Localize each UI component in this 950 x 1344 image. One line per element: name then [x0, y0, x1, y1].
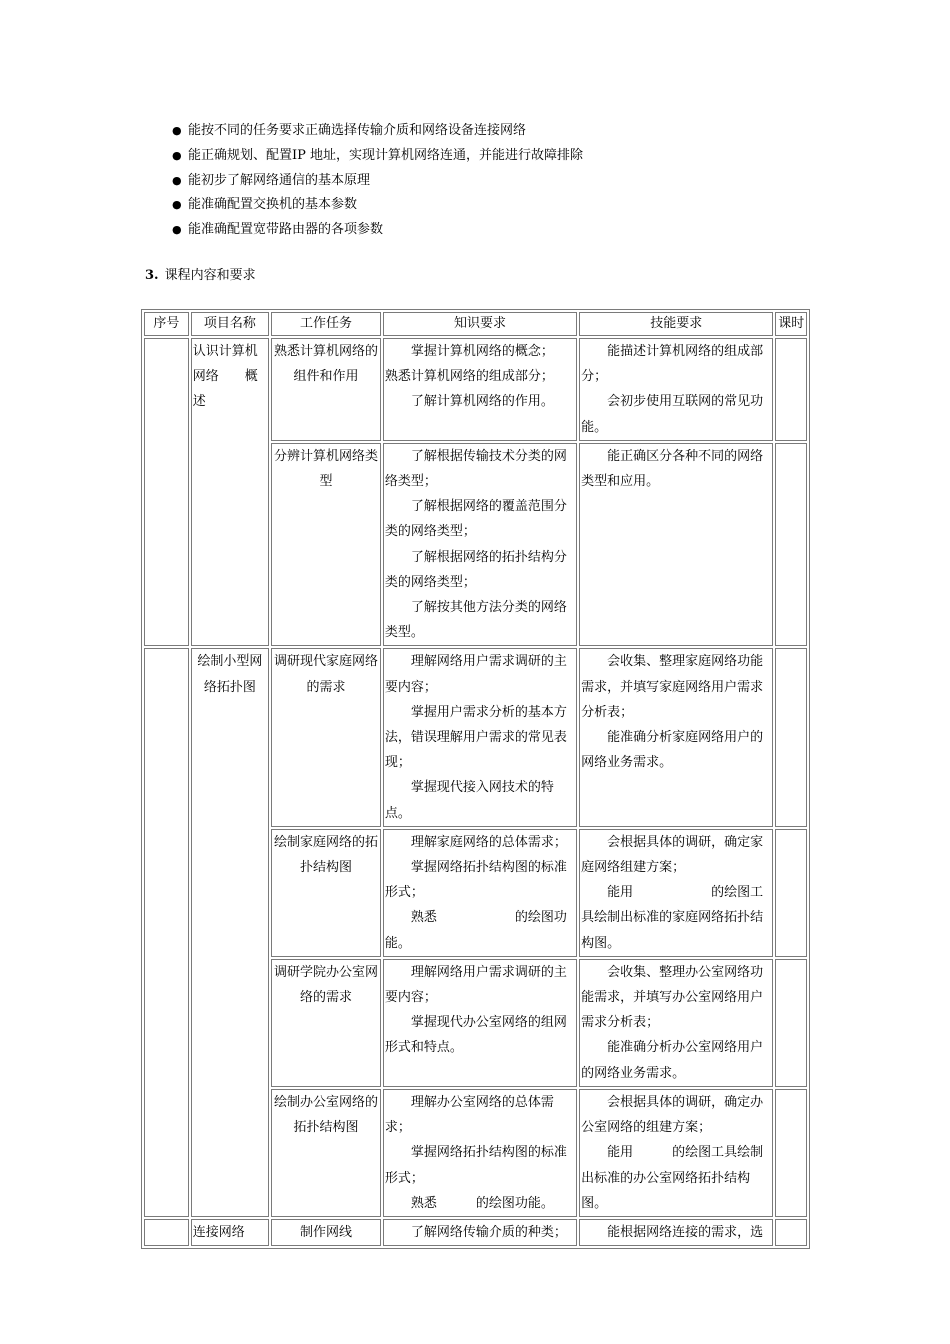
skill-item: 能根据网络连接的需求，选	[607, 1224, 764, 1240]
seq-cell	[144, 338, 189, 646]
task-cell: 制作网线	[271, 1219, 381, 1246]
skills-cell	[579, 1219, 773, 1246]
skill-item: 会根据具体的调研，确定办公室网络的组建方案；	[581, 1094, 764, 1136]
table-row	[144, 648, 807, 826]
project-cell: 认识计算机网络 概述	[191, 338, 269, 646]
knowledge-cell	[383, 1089, 577, 1217]
list-item-text: 能准确配置宽带路由器的各项参数	[188, 222, 384, 238]
header-seq: 序号	[144, 312, 189, 336]
knowledge-item: 掌握计算机网络的概念；	[410, 344, 554, 359]
knowledge-cell	[383, 338, 577, 441]
knowledge-item: 掌握现代接入网技术的特点。	[384, 780, 554, 821]
seq-cell	[144, 648, 189, 1216]
table-row	[144, 1219, 807, 1246]
bullet-icon: ●	[172, 148, 182, 162]
task-cell: 调研现代家庭网络的需求	[271, 648, 381, 826]
knowledge-item: 熟悉 的绘图功能。	[384, 910, 567, 951]
table-row	[144, 338, 807, 441]
knowledge-item: 掌握网络拓扑结构图的标准形式；	[384, 860, 567, 901]
skill-item: 能准确分析家庭网络用户的网络业务需求。	[581, 730, 764, 771]
knowledge-item: 掌握用户需求分析的基本方法，错误理解用户需求的常见表现；	[384, 704, 567, 771]
skill-item: 能正确区分各种不同的网络类型和应用。	[581, 448, 764, 490]
knowledge-item: 掌握网络拓扑结构图的标准形式；	[384, 1145, 567, 1186]
section-title: 课程内容和要求	[164, 268, 256, 283]
task-cell: 分辨计算机网络类型	[271, 443, 381, 647]
header-project: 项目名称	[191, 312, 269, 336]
skills-cell	[579, 829, 773, 957]
list-item	[172, 169, 583, 194]
skill-item: 能用 的绘图工具绘制出标准的办公室网络拓扑结构图。	[581, 1145, 764, 1211]
header-task: 工作任务	[271, 312, 381, 336]
course-table	[141, 309, 810, 1249]
list-item	[172, 218, 583, 243]
skill-item: 能用 的绘图工具绘制出标准的家庭网络拓扑结构图。	[581, 885, 764, 951]
knowledge-item: 理解网络用户需求调研的主要内容；	[384, 964, 567, 1006]
skills-cell	[579, 338, 773, 441]
skill-item: 会初步使用互联网的常见功能。	[581, 394, 764, 435]
skill-item: 能描述计算机网络的组成部分；	[581, 344, 764, 385]
seq-cell	[144, 1219, 189, 1246]
knowledge-item: 了解根据网络的覆盖范围分类的网络类型；	[384, 499, 567, 540]
bullet-icon: ●	[172, 198, 182, 212]
task-cell: 绘制家庭网络的拓扑结构图	[271, 829, 381, 957]
knowledge-cell	[383, 648, 577, 826]
list-item-text: 能按不同的任务要求正确选择传输介质和网络设备连接网络	[188, 123, 527, 138]
hours-cell	[775, 1089, 807, 1217]
task-cell: 调研学院办公室网络的需求	[271, 959, 381, 1087]
knowledge-item: 了解按其他方法分类的网络类型。	[384, 600, 567, 641]
list-item-text: 能正确规划、配置IP 地址，实现计算机网络连通，并能进行故障排除	[188, 147, 584, 163]
knowledge-item: 熟悉计算机网络的组成部分；	[384, 369, 554, 385]
knowledge-item: 了解根据网络的拓扑结构分类的网络类型；	[384, 549, 567, 590]
knowledge-cell	[383, 443, 577, 647]
hours-cell	[775, 443, 807, 647]
knowledge-item: 熟悉 的绘图功能。	[410, 1195, 554, 1211]
skill-item: 会根据具体的调研，确定家庭网络组建方案；	[581, 834, 764, 876]
knowledge-item: 了解计算机网络的作用。	[410, 394, 554, 410]
table-header-row	[144, 312, 807, 336]
bullet-list	[172, 119, 583, 243]
skills-cell	[579, 648, 773, 826]
knowledge-item: 了解根据传输技术分类的网络类型；	[384, 448, 567, 490]
header-knowledge: 知识要求	[383, 312, 577, 336]
knowledge-item: 理解家庭网络的总体需求；	[410, 834, 567, 850]
hours-cell	[775, 1219, 807, 1246]
project-cell: 绘制小型网络拓扑图	[191, 648, 269, 1216]
list-item	[172, 193, 583, 218]
bullet-icon: ●	[172, 173, 182, 187]
skills-cell	[579, 959, 773, 1087]
list-item	[172, 144, 583, 169]
list-item-text: 能准确配置交换机的基本参数	[188, 197, 358, 213]
header-hours: 课时	[775, 312, 807, 336]
header-skills: 技能要求	[579, 312, 773, 336]
hours-cell	[775, 338, 807, 441]
section-number: 3.	[145, 268, 159, 283]
project-cell: 连接网络	[191, 1219, 269, 1246]
knowledge-cell	[383, 959, 577, 1087]
hours-cell	[775, 648, 807, 826]
skill-item: 会收集、整理办公室网络功能需求，并填写办公室网络用户需求分析表；	[581, 964, 764, 1031]
bullet-icon: ●	[172, 124, 182, 137]
knowledge-cell	[383, 829, 577, 957]
task-cell: 熟悉计算机网络的组件和作用	[271, 338, 381, 441]
task-cell: 绘制办公室网络的拓扑结构图	[271, 1089, 381, 1217]
bullet-icon: ●	[172, 223, 182, 237]
knowledge-item: 理解办公室网络的总体需求；	[384, 1094, 554, 1136]
list-item	[172, 119, 583, 144]
knowledge-item: 了解网络传输介质的种类；	[410, 1224, 567, 1240]
skills-cell	[579, 1089, 773, 1217]
hours-cell	[775, 829, 807, 957]
knowledge-item: 掌握现代办公室网络的组网形式和特点。	[384, 1015, 567, 1056]
section-heading	[145, 266, 256, 286]
knowledge-item: 理解网络用户需求调研的主要内容；	[384, 654, 567, 695]
skills-cell	[579, 443, 773, 647]
list-item-text: 能初步了解网络通信的基本原理	[188, 172, 371, 188]
knowledge-cell	[383, 1219, 577, 1246]
skill-item: 能准确分析办公室网络用户的网络业务需求。	[581, 1040, 764, 1081]
skill-item: 会收集、整理家庭网络功能需求，并填写家庭网络用户需求分析表；	[581, 654, 764, 720]
hours-cell	[775, 959, 807, 1087]
